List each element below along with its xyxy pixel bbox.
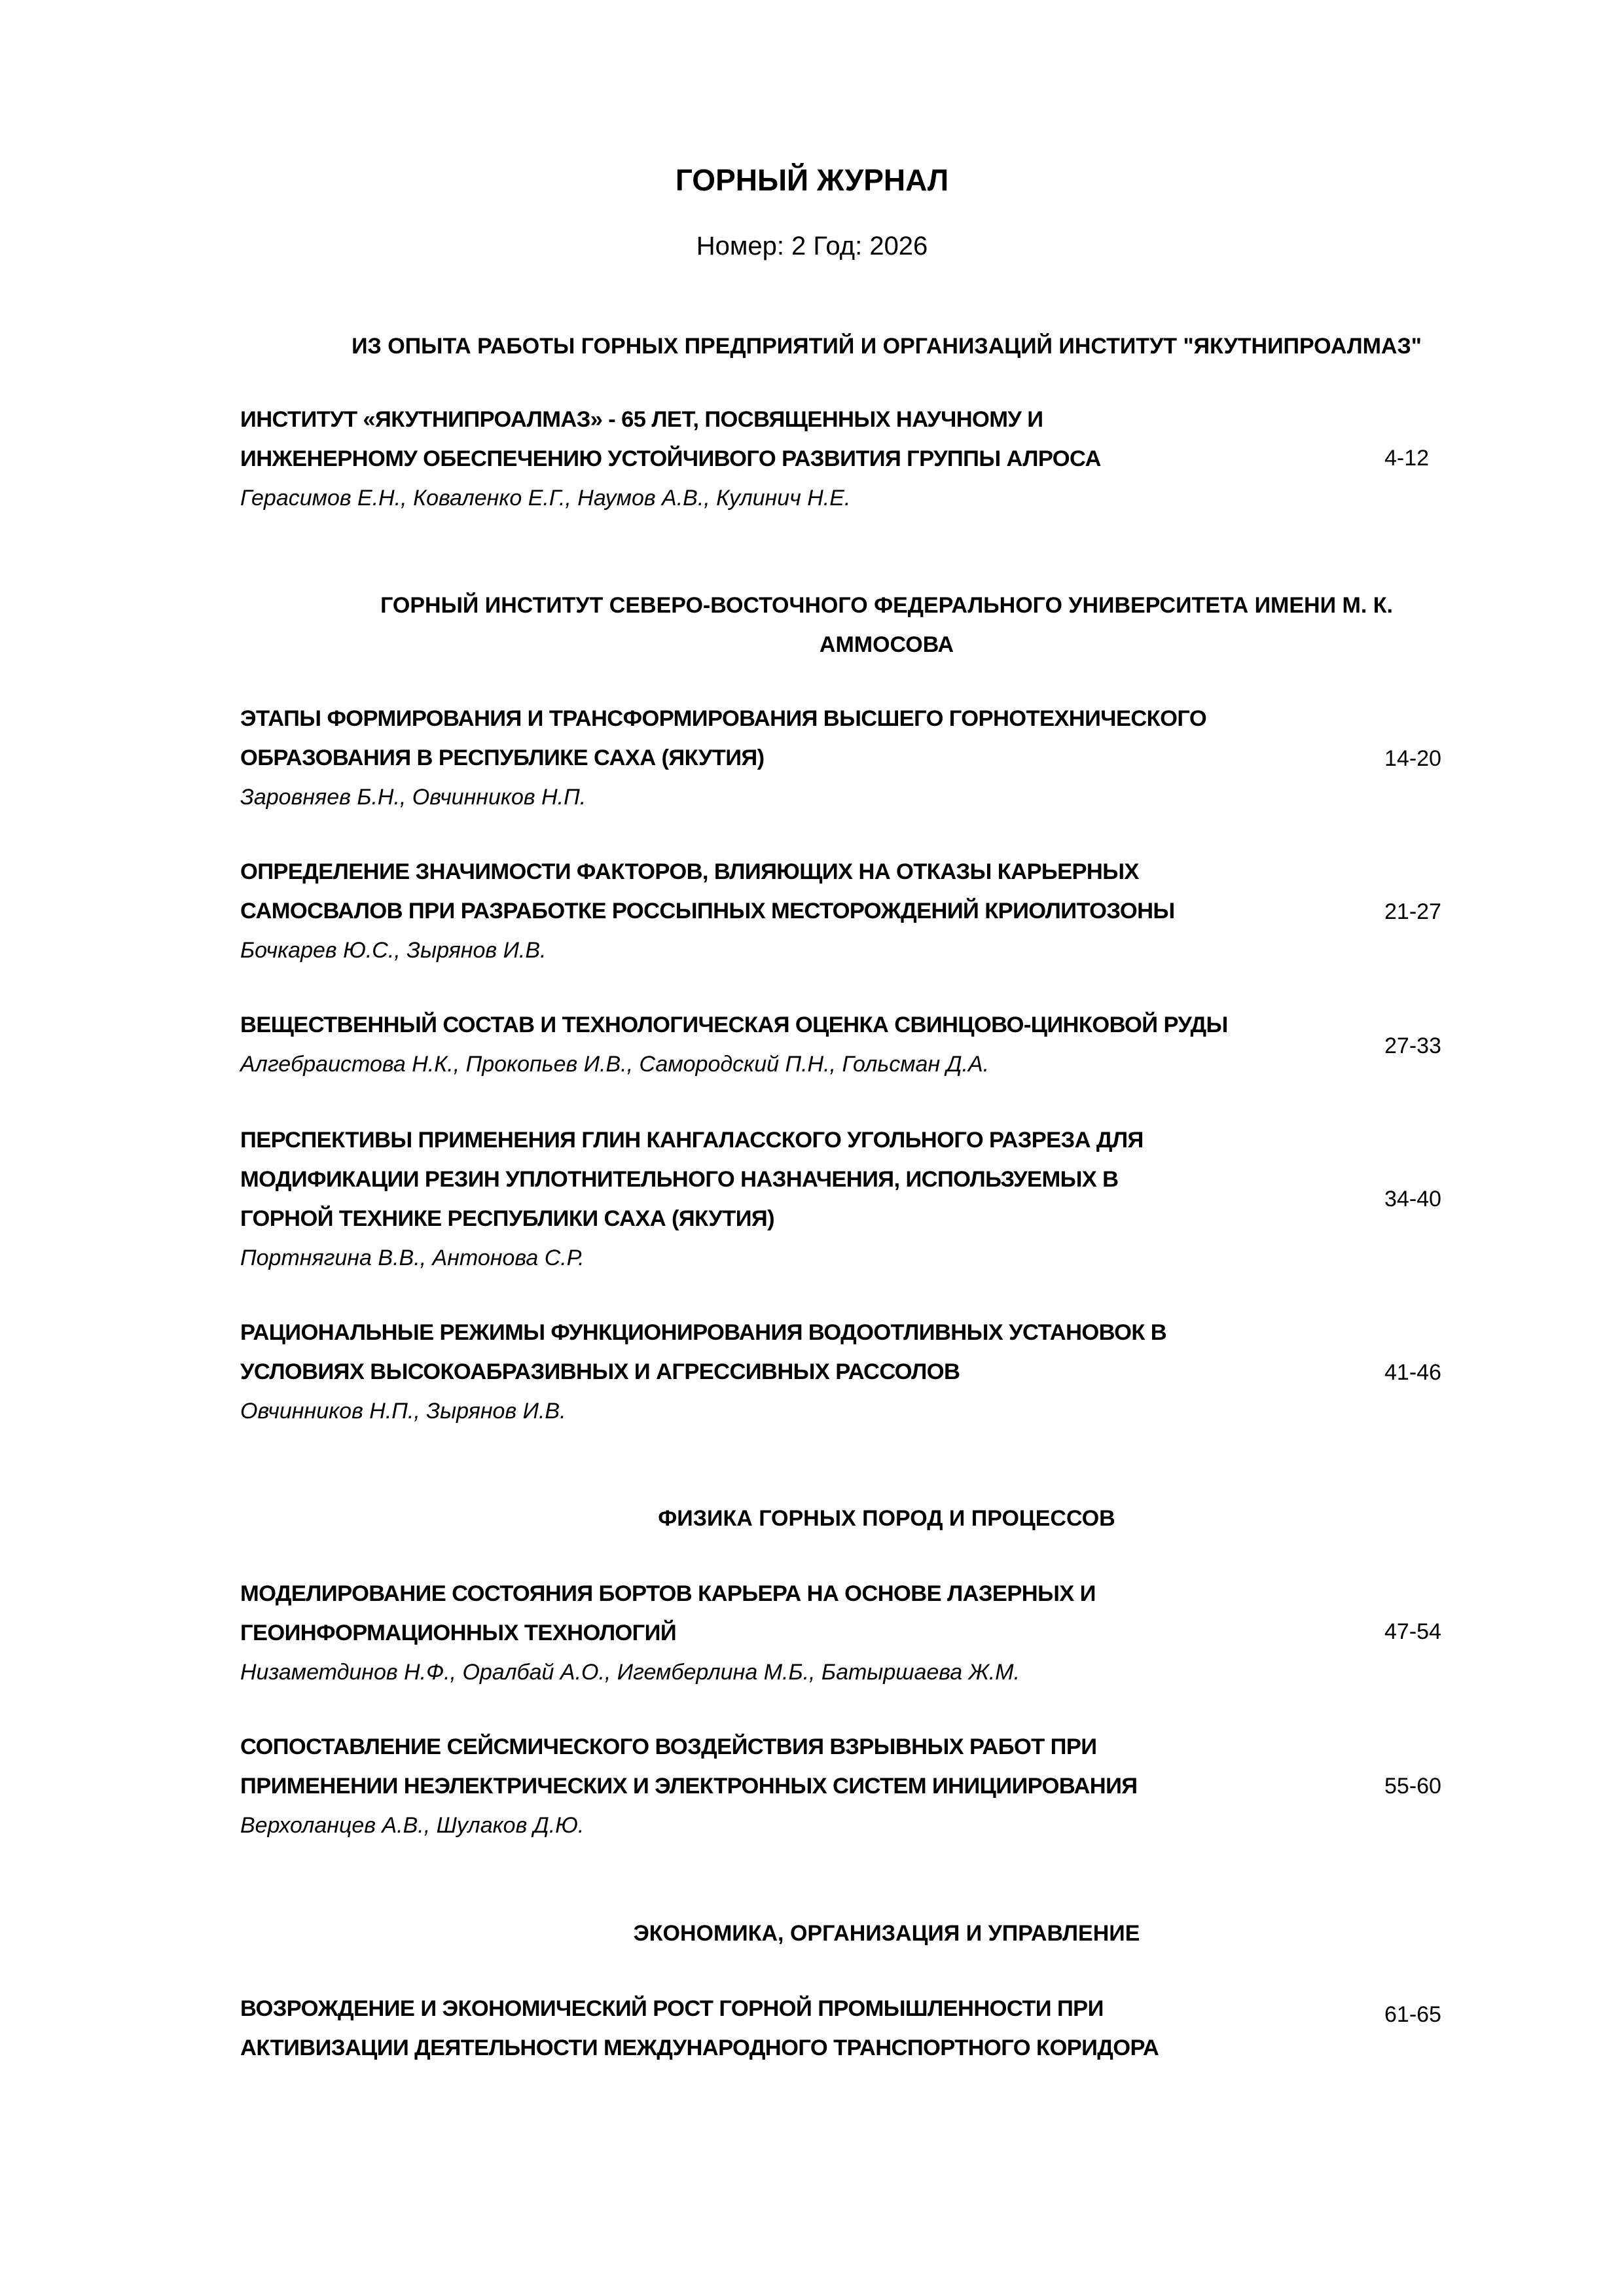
section-heading-line: ГОРНЫЙ ИНСТИТУТ СЕВЕРО-ВОСТОЧНОГО ФЕДЕРАЛЬНОГО УНИВЕРСИТЕТА ИМЕНИ М. К. (380, 593, 1393, 618)
article-title[interactable]: АКТИВИЗАЦИИ ДЕЯТЕЛЬНОСТИ МЕЖДУНАРОДНОГО ТРАНСПОРТНОГО КОРИДОРА (240, 2036, 1159, 2060)
article-title[interactable]: ГЕОИНФОРМАЦИОННЫХ ТЕХНОЛОГИЙ (240, 1621, 677, 1645)
article-title[interactable]: УСЛОВИЯХ ВЫСОКОАБРАЗИВНЫХ И АГРЕССИВНЫХ РАССОЛОВ (240, 1359, 960, 1384)
section-heading: ИЗ ОПЫТА РАБОТЫ ГОРНЫХ ПРЕДПРИЯТИЙ И ОРГАНИЗАЦИЙ ИНСТИТУТ "ЯКУТНИПРОАЛМАЗ" (352, 334, 1422, 359)
article-pages: 27-33 (1384, 1033, 1441, 1058)
article-authors: Низаметдинов Н.Ф., Оралбай А.О., Игемберлина М.Б., Батыршаева Ж.М. (240, 1660, 1020, 1685)
section-heading: ФИЗИКА ГОРНЫХ ПОРОД И ПРОЦЕССОВ (658, 1506, 1115, 1531)
article-pages: 34-40 (1384, 1187, 1441, 1211)
article-pages: 55-60 (1384, 1774, 1441, 1799)
article-title[interactable]: ОПРЕДЕЛЕНИЕ ЗНАЧИМОСТИ ФАКТОРОВ, ВЛИЯЮЩИХ НА ОТКАЗЫ КАРЬЕРНЫХ (240, 859, 1139, 884)
article-entry (240, 1121, 1366, 1278)
journal-title: ГОРНЫЙ ЖУРНАЛ (675, 163, 949, 197)
article-authors: Овчинников Н.П., Зырянов И.В. (240, 1399, 566, 1424)
issue-info: Номер: 2 Год: 2026 (696, 232, 928, 260)
article-title[interactable]: ОБРАЗОВАНИЯ В РЕСПУБЛИКЕ САХА (ЯКУТИЯ) (240, 745, 765, 770)
article-title[interactable]: РАЦИОНАЛЬНЫЕ РЕЖИМЫ ФУНКЦИОНИРОВАНИЯ ВОДООТЛИВНЫХ УСТАНОВОК В (240, 1320, 1167, 1345)
article-authors: Верхоланцев А.В., Шулаков Д.Ю. (240, 1813, 585, 1838)
article-title[interactable]: МОДЕЛИРОВАНИЕ СОСТОЯНИЯ БОРТОВ КАРЬЕРА НА ОСНОВЕ ЛАЗЕРНЫХ И (240, 1581, 1096, 1606)
article-title[interactable]: СОПОСТАВЛЕНИЕ СЕЙСМИЧЕСКОГО ВОЗДЕЙСТВИЯ ВЗРЫВНЫХ РАБОТ ПРИ (240, 1734, 1097, 1759)
article-authors: Герасимов Е.Н., Коваленко Е.Г., Наумов А.В., Кулинич Н.Е. (240, 486, 851, 511)
article-title[interactable]: ГОРНОЙ ТЕХНИКЕ РЕСПУБЛИКИ САХА (ЯКУТИЯ) (240, 1206, 775, 1231)
section-heading: ЭКОНОМИКА, ОРГАНИЗАЦИЯ И УПРАВЛЕНИЕ (633, 1921, 1140, 1946)
article-entry (240, 699, 1366, 817)
article-pages: 4-12 (1384, 446, 1430, 471)
article-pages: 14-20 (1384, 746, 1441, 771)
article-title[interactable]: ВЕЩЕСТВЕННЫЙ СОСТАВ И ТЕХНОЛОГИЧЕСКАЯ ОЦЕНКА СВИНЦОВО-ЦИНКОВОЙ РУДЫ (240, 1013, 1228, 1037)
article-entry (240, 1005, 1366, 1084)
article-title[interactable]: ВОЗРОЖДЕНИЕ И ЭКОНОМИЧЕСКИЙ РОСТ ГОРНОЙ ПРОМЫШЛЕННОСТИ ПРИ (240, 1996, 1104, 2021)
article-authors: Портнягина В.В., Антонова С.Р. (240, 1246, 585, 1270)
article-entry (240, 1313, 1366, 1431)
article-entry (240, 400, 1366, 518)
section-heading (240, 586, 1533, 664)
article-title[interactable]: ИНСТИТУТ «ЯКУТНИПРОАЛМАЗ» - 65 ЛЕТ, ПОСВЯЩЕННЫХ НАУЧНОМУ И (240, 407, 1043, 432)
section-heading-line: АММОСОВА (819, 632, 954, 657)
article-pages: 61-65 (1384, 2002, 1441, 2027)
article-authors: Алгебраистова Н.К., Прокопьев И.В., Самородский П.Н., Гольсман Д.А. (240, 1052, 990, 1077)
article-entry (240, 852, 1366, 970)
article-title[interactable]: ИНЖЕНЕРНОМУ ОБЕСПЕЧЕНИЮ УСТОЙЧИВОГО РАЗВИТИЯ ГРУППЫ АЛРОСА (240, 446, 1101, 471)
article-pages: 41-46 (1384, 1360, 1441, 1385)
article-pages: 21-27 (1384, 899, 1441, 924)
article-title[interactable]: ПЕРСПЕКТИВЫ ПРИМЕНЕНИЯ ГЛИН КАНГАЛАССКОГО УГОЛЬНОГО РАЗРЕЗА ДЛЯ (240, 1128, 1144, 1153)
article-title[interactable]: МОДИФИКАЦИИ РЕЗИН УПЛОТНИТЕЛЬНОГО НАЗНАЧЕНИЯ, ИСПОЛЬЗУЕМЫХ В (240, 1167, 1119, 1192)
article-title[interactable]: САМОСВАЛОВ ПРИ РАЗРАБОТКЕ РОССЫПНЫХ МЕСТОРОЖДЕНИЙ КРИОЛИТОЗОНЫ (240, 899, 1175, 924)
article-entry (240, 1989, 1366, 2068)
article-title[interactable]: ЭТАПЫ ФОРМИРОВАНИЯ И ТРАНСФОРМИРОВАНИЯ ВЫСШЕГО ГОРНОТЕХНИЧЕСКОГО (240, 706, 1207, 731)
article-entry (240, 1574, 1366, 1692)
article-authors: Бочкарев Ю.С., Зырянов И.В. (240, 938, 547, 963)
article-entry (240, 1727, 1366, 1845)
article-title[interactable]: ПРИМЕНЕНИИ НЕЭЛЕКТРИЧЕСКИХ И ЭЛЕКТРОННЫХ СИСТЕМ ИНИЦИИРОВАНИЯ (240, 1774, 1138, 1799)
article-authors: Заровняев Б.Н., Овчинников Н.П. (240, 785, 586, 810)
article-pages: 47-54 (1384, 1619, 1441, 1644)
